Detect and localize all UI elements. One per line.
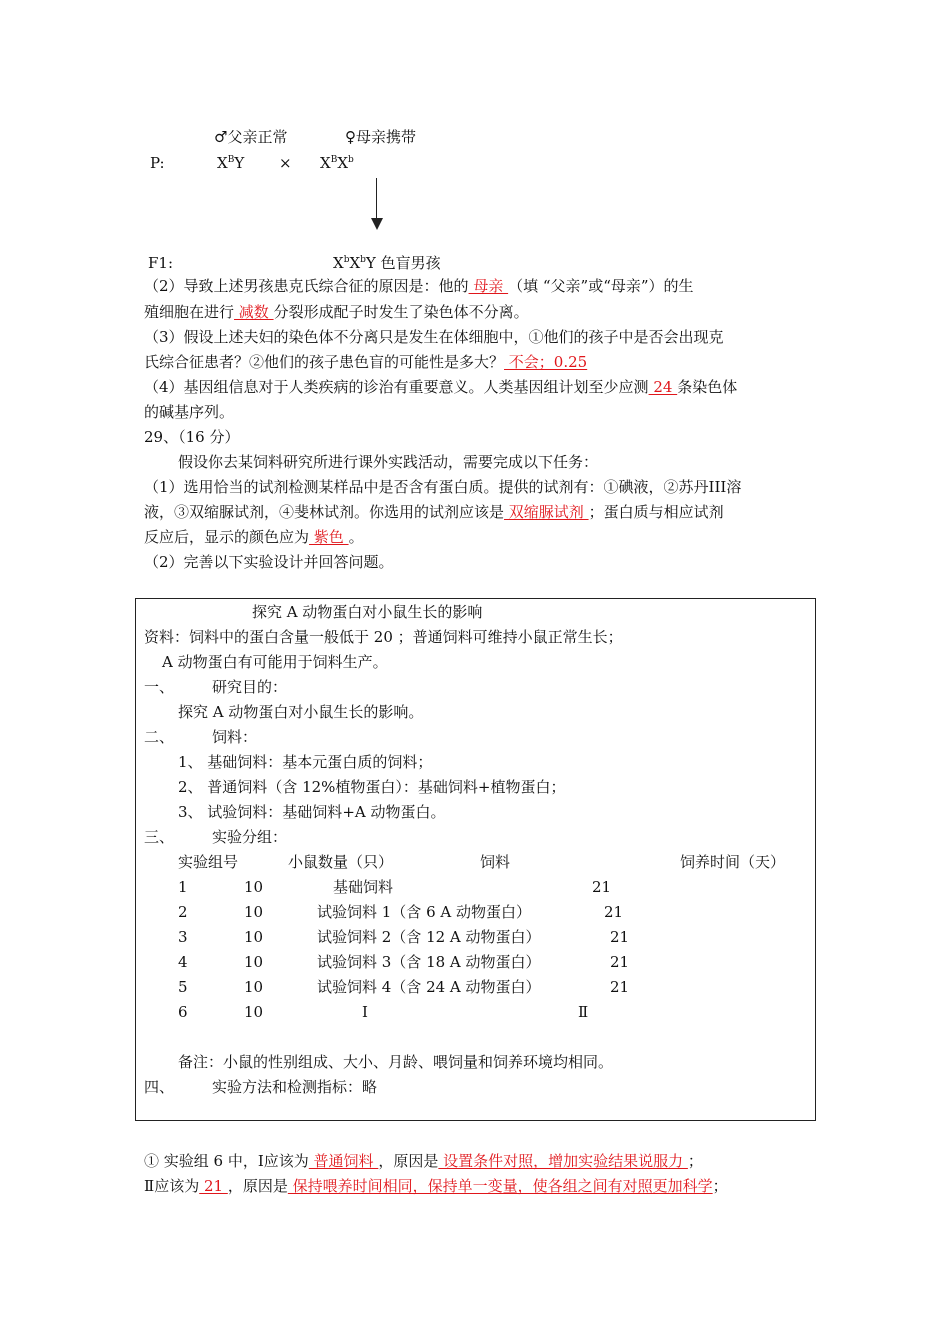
table-header-days: 饲养时间（天） — [680, 853, 786, 871]
q2-answer-division: 减数 — [234, 303, 274, 321]
q29-p1-line3: 反应后，显示的颜色应为 紫色 。 — [144, 528, 364, 546]
box-note: 备注：小鼠的性别组成、大小、月龄、喂饲量和饲养环境均相同。 — [178, 1053, 614, 1071]
q4-line2: 的碱基序列。 — [144, 403, 235, 421]
table-cell-count: 10 — [244, 878, 264, 896]
section3-title: 实验分组： — [212, 828, 288, 846]
q29-answer-reagent: 双缩脲试剂 — [504, 503, 589, 521]
box-reference-line2: A 动物蛋白有可能用于饲料生产。 — [162, 653, 388, 671]
table-cell-group: 2 — [178, 903, 188, 921]
table-cell-days: 21 — [610, 953, 630, 971]
table-cell-days: 21 — [610, 928, 630, 946]
f1-genotype: $X^bX^bY$ 色盲男孩 — [333, 254, 441, 272]
table-cell-days: 21 — [610, 978, 630, 996]
table-cell-feed-blank: Ⅰ — [362, 1003, 368, 1021]
father-genotype: $X^BY$ — [217, 154, 245, 172]
box-title: 探究 A 动物蛋白对小鼠生长的影响 — [252, 603, 483, 621]
table-header-group: 实验组号 — [178, 853, 239, 871]
table-cell-group: 5 — [178, 978, 188, 996]
arrow-down-icon — [371, 218, 383, 230]
q3-answer: 不会；0.25 — [504, 353, 588, 371]
answer-line1: ① 实验组 6 中，Ⅰ应该为 普通饲料 ，原因是 设置条件对照，增加实验结果说服力 ； — [144, 1152, 703, 1170]
q4-line1: （4）基因组信息对于人类疾病的诊治有重要意义。人类基因组计划至少应测 24 条染色体 — [144, 378, 738, 396]
q29-intro: 假设你去某饲料研究所进行课外实践活动，需要完成以下任务： — [178, 453, 599, 471]
table-cell-days-blank: Ⅱ — [578, 1003, 589, 1021]
table-cell-feed: 试验饲料 2（含 12 A 动物蛋白） — [317, 928, 541, 946]
section1-body: 探究 A 动物蛋白对小鼠生长的影响。 — [178, 703, 424, 721]
q29-p1-line1: （1）选用恰当的试剂检测某样品中是否含有蛋白质。提供的试剂有：①碘液，②苏丹III溶 — [144, 478, 742, 496]
answer-reason-I: 设置条件对照，增加实验结果说服力 — [438, 1152, 688, 1170]
table-cell-days: 21 — [592, 878, 612, 896]
section4-number: 四、 — [144, 1078, 175, 1096]
q29-p2: （2）完善以下实验设计并回答问题。 — [144, 553, 394, 571]
section2-number: 二、 — [144, 728, 175, 746]
table-cell-group: 1 — [178, 878, 188, 896]
table-cell-feed: 试验饲料 4（含 24 A 动物蛋白） — [317, 978, 541, 996]
table-cell-feed: 基础饲料 — [333, 878, 394, 896]
q2-line1: （2）导致上述男孩患克氏综合征的原因是：他的 母亲 （填 “父亲”或“母亲”）的生 — [144, 277, 694, 295]
section1-title: 研究目的： — [212, 678, 288, 696]
q2-line2: 殖细胞在进行 减数 分裂形成配子时发生了染色体不分离。 — [144, 303, 529, 321]
q29-header: 29、（16 分） — [144, 428, 240, 446]
mother-genotype: $X^BX^b$ — [320, 154, 354, 172]
arrow-shaft — [376, 178, 377, 220]
table-cell-group: 6 — [178, 1003, 188, 1021]
f1-generation-label: F1: — [148, 254, 174, 272]
table-cell-group: 3 — [178, 928, 188, 946]
table-header-count: 小鼠数量（只） — [288, 853, 394, 871]
table-cell-count: 10 — [244, 928, 264, 946]
table-cell-count: 10 — [244, 1003, 264, 1021]
table-cell-count: 10 — [244, 953, 264, 971]
cross-symbol: × — [279, 154, 292, 172]
table-cell-days: 21 — [604, 903, 624, 921]
section4-title: 实验方法和检测指标：略 — [212, 1078, 378, 1096]
table-cell-feed: 试验饲料 1（含 6 A 动物蛋白） — [317, 903, 531, 921]
feed-item-2: 2、 普通饲料（含 12%植物蛋白）：基础饲料+植物蛋白； — [178, 778, 566, 796]
table-cell-group: 4 — [178, 953, 188, 971]
q3-line1: （3）假设上述夫妇的染色体不分离只是发生在体细胞中，①他们的孩子中是否会出现克 — [144, 328, 724, 346]
q2-answer-parent: 母亲 — [468, 277, 509, 295]
table-header-feed: 饲料 — [480, 853, 511, 871]
section2-title: 饲料： — [212, 728, 258, 746]
feed-item-1: 1、 基础饲料：基本元蛋白质的饲料； — [178, 753, 433, 771]
answer-feed-I: 普通饲料 — [308, 1152, 379, 1170]
answer-reason-II: 保持喂养时间相同，保持单一变量，使各组之间有对照更加科学 — [287, 1177, 713, 1195]
box-reference-line1: 资料：饲料中的蛋白含量一般低于 20 ；普通饲料可维持小鼠正常生长； — [144, 628, 623, 646]
q3-line2: 氏综合征患者？②他们的孩子患色盲的可能性是多大？ 不会；0.25 — [144, 353, 588, 371]
father-label: ♂父亲正常 — [214, 128, 288, 146]
table-cell-count: 10 — [244, 978, 264, 996]
q4-answer: 24 — [648, 378, 678, 396]
table-cell-feed: 试验饲料 3（含 18 A 动物蛋白） — [317, 953, 541, 971]
p-generation-label: P: — [150, 154, 165, 172]
answer-days-II: 21 — [199, 1177, 228, 1195]
feed-item-3: 3、 试验饲料：基础饲料+A 动物蛋白。 — [178, 803, 446, 821]
answer-line2: Ⅱ应该为 21 ，原因是 保持喂养时间相同，保持单一变量，使各组之间有对照更加科学； — [144, 1177, 728, 1195]
q29-answer-color: 紫色 — [309, 528, 349, 546]
section1-number: 一、 — [144, 678, 175, 696]
q29-p1-line2: 液，③双缩脲试剂，④斐林试剂。你选用的试剂应该是 双缩脲试剂 ；蛋白质与相应试剂 — [144, 503, 724, 521]
section3-number: 三、 — [144, 828, 175, 846]
table-cell-count: 10 — [244, 903, 264, 921]
mother-label: ♀母亲携带 — [345, 128, 416, 146]
